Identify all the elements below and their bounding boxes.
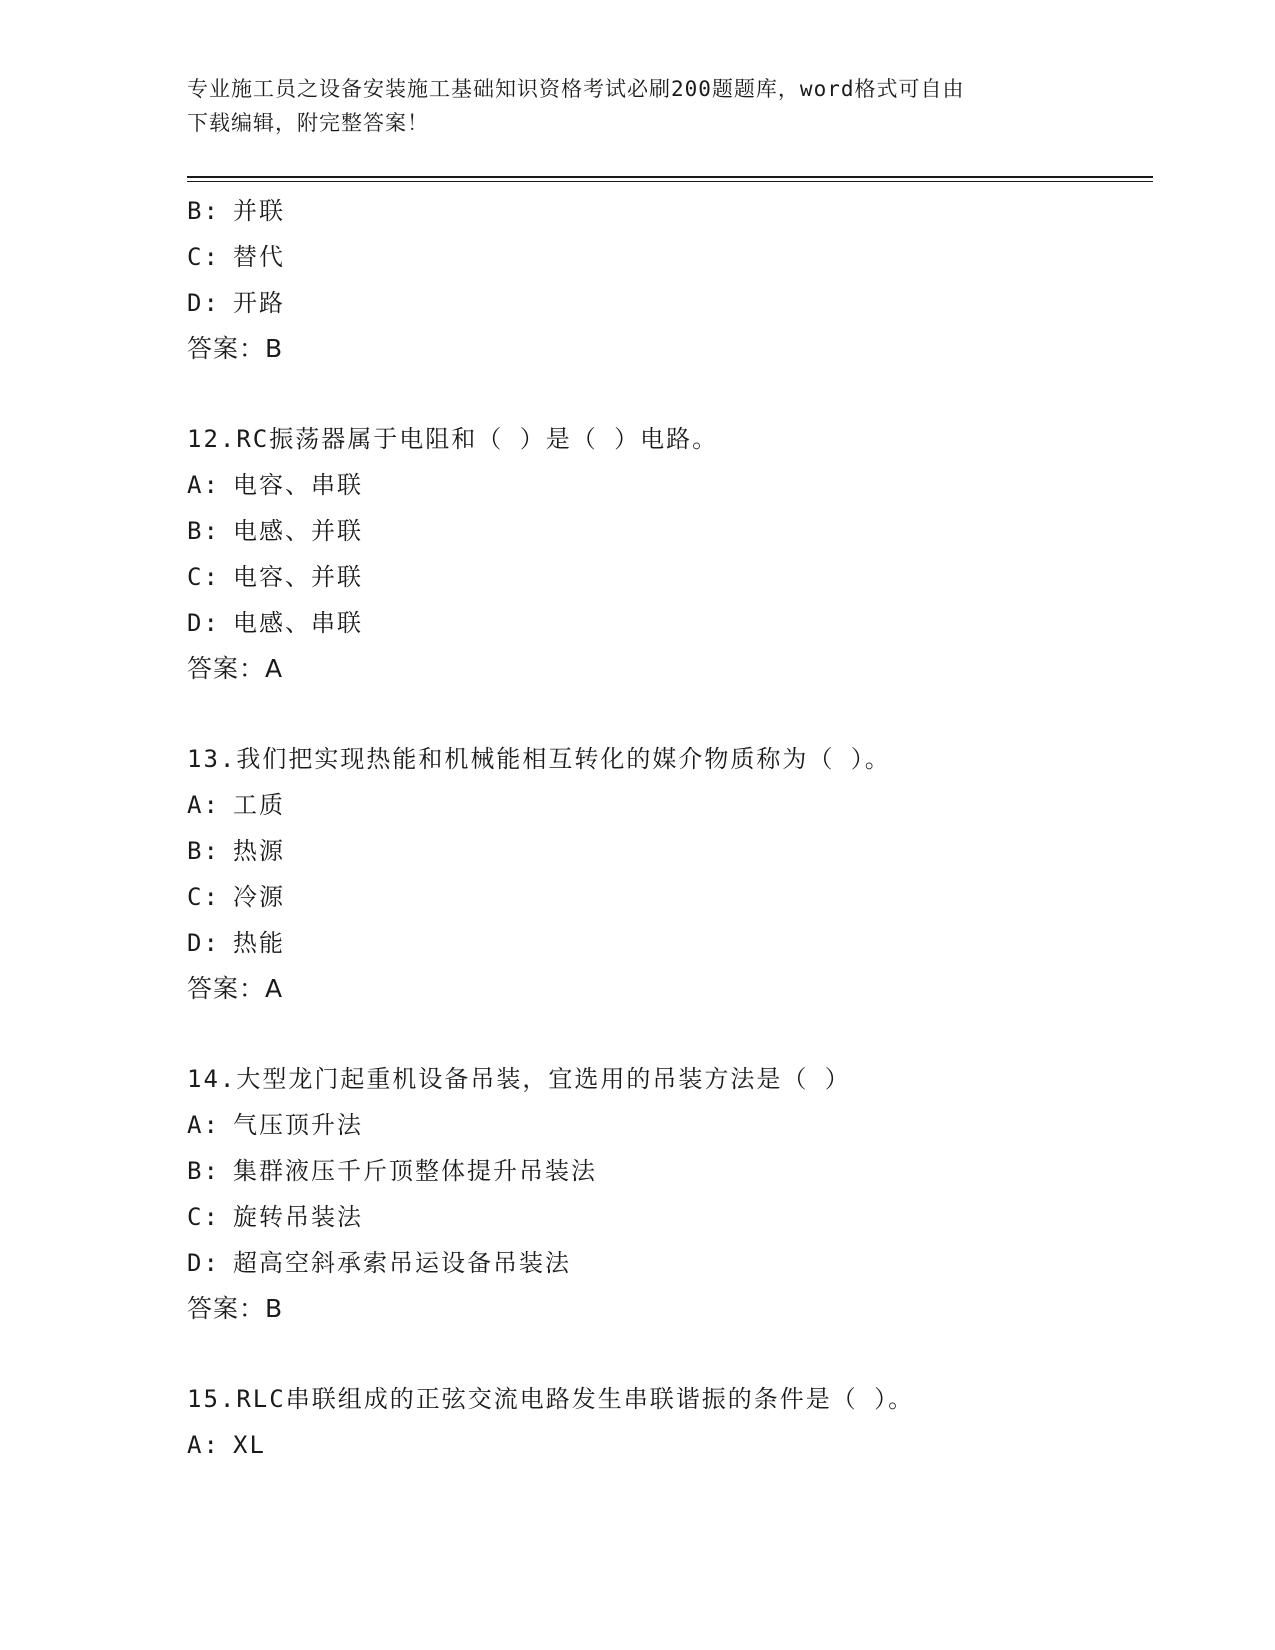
question-12 [187,416,1153,692]
answer: 答案：B [187,334,284,363]
header-rule-thick [187,176,1153,178]
option-b: B: 并联 [187,197,285,225]
question-list [187,188,1153,1468]
question-text: 14.大型龙门起重机设备吊装，宜选用的吊装方法是（ ） [187,1065,851,1093]
option-c: C: 电容、并联 [187,563,363,591]
option-d: D: 超高空斜承索吊运设备吊装法 [187,1249,571,1277]
option-b: B: 电感、并联 [187,517,363,545]
option-a: A: 气压顶升法 [187,1111,363,1139]
header-line-1: 专业施工员之设备安装施工基础知识资格考试必刷200题题库，word格式可自由 [187,77,965,101]
option-d: D: 开路 [187,289,285,317]
header-line-2: 下载编辑，附完整答案！ [187,111,429,135]
question-text: 13.我们把实现热能和机械能相互转化的媒介物质称为（ ）。 [187,745,891,773]
answer: 答案：A [187,974,284,1003]
option-d: D: 热能 [187,929,285,957]
question-text: 12.RC振荡器属于电阻和（ ）是（ ）电路。 [187,425,719,453]
option-a: A: 工质 [187,791,285,819]
question-15 [187,1376,1153,1468]
answer: 答案：A [187,654,284,683]
option-d: D: 电感、串联 [187,609,363,637]
question-prev [187,188,1153,372]
option-b: B: 热源 [187,837,285,865]
option-a: A: 电容、串联 [187,471,363,499]
option-b: B: 集群液压千斤顶整体提升吊装法 [187,1157,597,1185]
answer: 答案：B [187,1294,284,1323]
question-13 [187,736,1153,1012]
question-text: 15.RLC串联组成的正弦交流电路发生串联谐振的条件是（ ）。 [187,1385,915,1413]
option-a: A: XL [187,1431,266,1459]
option-c: C: 冷源 [187,883,285,911]
document-header [187,72,1067,140]
option-c: C: 替代 [187,243,285,271]
option-c: C: 旋转吊装法 [187,1203,363,1231]
header-rule-thin [187,181,1153,182]
question-14 [187,1056,1153,1332]
